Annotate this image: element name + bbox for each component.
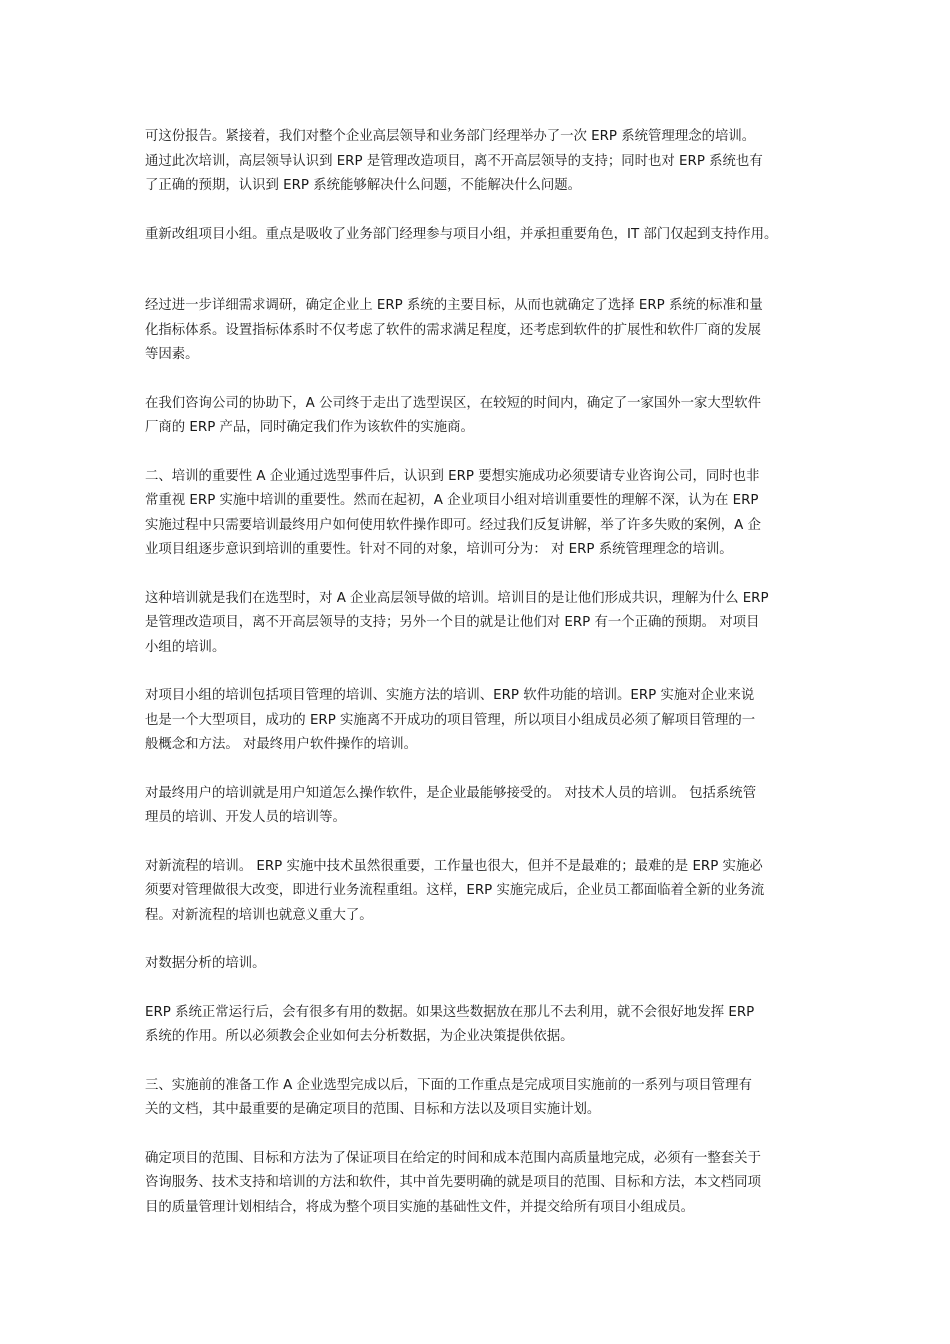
text-line: 系统的作用。所以必须教会企业如何去分析数据，为企业决策提供依据。 [145, 1029, 574, 1044]
text-line: 是管理改造项目，离不开高层领导的支持；另外一个目的就是让他们对 ERP 有一个正确的预期。 对项目 [145, 615, 760, 630]
paragraph-spacer [145, 758, 825, 782]
paragraph-spacer [145, 368, 825, 392]
text-line: 这种培训就是我们在选型时，对 A 企业高层领导做的培训。培训目的是让他们形成共识，理解为什么 ERP [145, 590, 769, 606]
paragraph-new-process-training [145, 855, 825, 929]
text-line: 等因素。 [145, 347, 199, 362]
paragraph-data-analysis [145, 1001, 825, 1050]
text-line: 厂商的 ERP 产品，同时确定我们作为该软件的实施商。 [145, 420, 474, 435]
paragraph-spacer [145, 247, 825, 294]
text-line: 般概念和方法。 对最终用户软件操作的培训。 [145, 737, 418, 752]
text-line: 二、培训的重要性 A 企业通过选型事件后，认识到 ERP 要想实施成功必须要请专业咨询公司，同时也非 [145, 468, 760, 484]
text-line: 在我们咨询公司的协助下，A 公司终于走出了选型误区，在较短的时间内，确定了一家国外一家大型软件 [145, 395, 761, 411]
document-body [145, 125, 825, 1220]
paragraph-spacer [145, 563, 825, 587]
paragraph-requirements-research [145, 294, 825, 368]
text-line: 通过此次培训，高层领导认识到 ERP 是管理改造项目，离不开高层领导的支持；同时也对 ERP 系统也有 [145, 153, 763, 169]
paragraph-training-importance [145, 465, 825, 563]
text-line: 须要对管理做很大改变，即进行业务流程重组。这样，ERP 实施完成后，企业员工都面临着全新的业务流 [145, 883, 765, 898]
text-line: 业项目组逐步意识到培训的重要性。针对不同的对象，培训可分为： 对 ERP 系统管理理念的培训。 [145, 542, 733, 557]
text-line: 经过进一步详细需求调研，确定企业上 ERP 系统的主要目标，从而也就确定了选择 ERP 系统的标准和量 [145, 298, 763, 313]
paragraph-spacer [145, 831, 825, 855]
paragraph-project-scope [145, 1147, 825, 1221]
text-line: 咨询服务、技术支持和培训的方法和软件，其中首先要明确的就是项目的范围、目标和方法，本文档同项 [145, 1175, 761, 1190]
text-line: 目的质量管理计划相结合，将成为整个项目实施的基础性文件，并提交给所有项目小组成员。 [145, 1199, 695, 1215]
paragraph-spacer [145, 199, 825, 223]
text-line: 程。对新流程的培训也就意义重大了。 [145, 907, 373, 923]
text-line: 了正确的预期，认识到 ERP 系统能够解决什么问题，不能解决什么问题。 [145, 178, 582, 193]
text-line: 常重视 ERP 实施中培训的重要性。然而在起初，A 企业项目小组对培训重要性的理解不深，认为在 ERP [145, 493, 759, 508]
text-line: 对数据分析的培训。 [145, 956, 266, 971]
text-line: 可这份报告。紧接着，我们对整个企业高层领导和业务部门经理举办了一次 ERP 系统管理理念的培训。 [145, 129, 756, 144]
paragraph-executive-training [145, 587, 825, 661]
text-line: 对最终用户的培训就是用户知道怎么操作软件，是企业最能够接受的。 对技术人员的培训。 包括系统管 [145, 785, 757, 801]
text-line: 小组的培训。 [145, 639, 226, 655]
paragraph-reorganize-team [145, 223, 825, 248]
text-line: 三、实施前的准备工作 A 企业选型完成以后，下面的工作重点是完成项目实施前的一系列与项目管理有 [145, 1077, 752, 1093]
text-line: 化指标体系。设置指标体系时不仅考虑了软件的需求满足程度，还考虑到软件的扩展性和软件厂商的发展 [145, 322, 761, 338]
paragraph-spacer [145, 441, 825, 465]
paragraph-spacer [145, 1123, 825, 1147]
paragraph-spacer [145, 660, 825, 684]
text-line: 也是一个大型项目，成功的 ERP 实施离不开成功的项目管理，所以项目小组成员必须了解项目管理的一 [145, 712, 756, 728]
text-line: ERP 系统正常运行后，会有很多有用的数据。如果这些数据放在那儿不去利用，就不会很好地发挥 ERP [145, 1004, 755, 1020]
paragraph-end-user-training [145, 782, 825, 831]
text-line: 理员的培训、开发人员的培训等。 [145, 810, 346, 825]
text-line: 确定项目的范围、目标和方法为了保证项目在给定的时间和成本范围内高质量地完成，必须有一整套关于 [145, 1150, 761, 1166]
text-line: 实施过程中只需要培训最终用户如何使用软件操作即可。经过我们反复讲解，举了许多失败的案例，A 企 [145, 517, 761, 533]
paragraph-vendor-selection [145, 392, 825, 441]
text-line: 重新改组项目小组。重点是吸收了业务部门经理参与项目小组，并承担重要角色，IT 部门仅起到支持作用。 [145, 226, 778, 242]
paragraph-spacer [145, 1050, 825, 1074]
paragraph-preparation-work [145, 1074, 825, 1123]
text-line: 对项目小组的培训包括项目管理的培训、实施方法的培训、ERP 软件功能的培训。ERP 实施对企业来说 [145, 688, 755, 703]
paragraph-report-training [145, 125, 825, 199]
paragraph-data-analysis-heading [145, 952, 825, 977]
paragraph-team-training [145, 684, 825, 758]
text-line: 对新流程的培训。 ERP 实施中技术虽然很重要，工作量也很大，但并不是最难的；最难的是 ERP 实施必 [145, 858, 763, 874]
paragraph-spacer [145, 928, 825, 952]
paragraph-spacer [145, 977, 825, 1001]
text-line: 关的文档，其中最重要的是确定项目的范围、目标和方法以及项目实施计划。 [145, 1102, 601, 1117]
